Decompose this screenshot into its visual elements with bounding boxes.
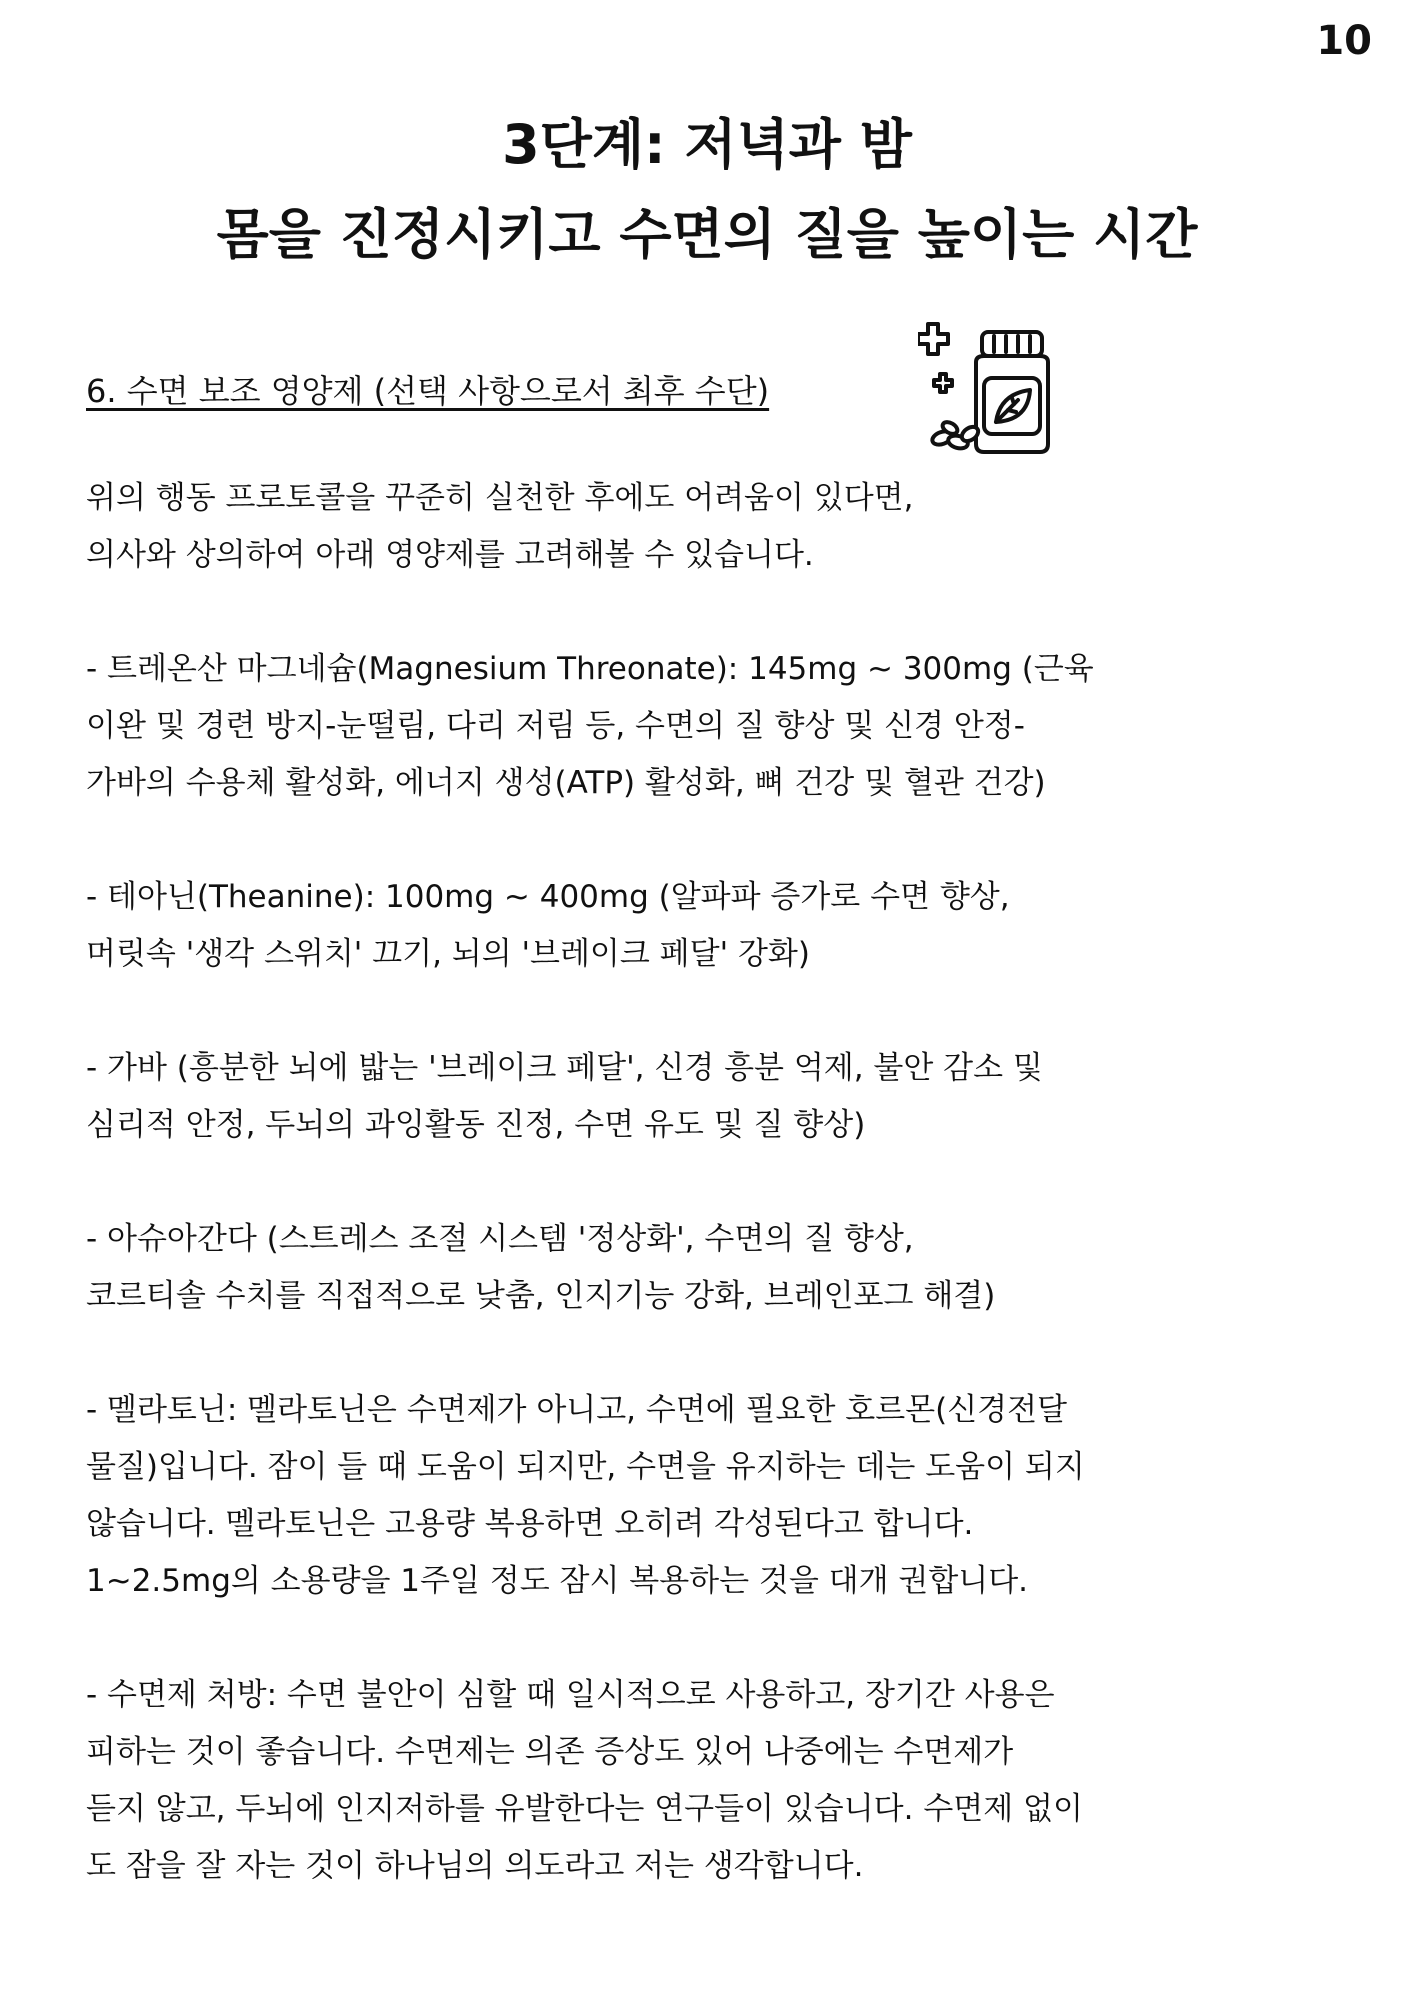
- paragraph-line: - 테아닌(Theanine): 100mg ~ 400mg (알파파 증가로 수면 향상,: [86, 879, 1010, 915]
- paragraph-line: 심리적 안정, 두뇌의 과잉활동 진정, 수면 유도 및 질 향상): [86, 1107, 866, 1143]
- supplement-bottle-icon: [918, 318, 1068, 458]
- title-line-2: 몸을 진정시키고 수면의 질을 높이는 시간: [216, 203, 1198, 266]
- title-line-1: 3단계: 저녁과 밤: [502, 113, 912, 176]
- paragraph-intro: [86, 470, 1356, 584]
- paragraph-line: 피하는 것이 좋습니다. 수면제는 의존 증상도 있어 나중에는 수면제가: [86, 1734, 1014, 1770]
- paragraph-line: 위의 행동 프로토콜을 꾸준히 실천한 후에도 어려움이 있다면,: [86, 480, 914, 516]
- paragraph-line: 않습니다. 멜라토닌은 고용량 복용하면 오히려 각성된다고 합니다.: [86, 1506, 974, 1542]
- page-number: 10: [1316, 18, 1372, 64]
- paragraph-line: - 수면제 처방: 수면 불안이 심할 때 일시적으로 사용하고, 장기간 사용은: [86, 1677, 1055, 1713]
- paragraph-line: 물질)입니다. 잠이 들 때 도움이 되지만, 수면을 유지하는 데는 도움이 되지: [86, 1449, 1085, 1485]
- paragraph-line: 이완 및 경련 방지-눈떨림, 다리 저림 등, 수면의 질 향상 및 신경 안정-: [86, 708, 1025, 744]
- list-item-gaba: [86, 1040, 1356, 1154]
- paragraph-line: 머릿속 '생각 스위치' 끄기, 뇌의 '브레이크 페달' 강화): [86, 936, 810, 972]
- list-item-theanine: [86, 869, 1356, 983]
- list-item-sleeping-pills: [86, 1667, 1356, 1895]
- list-item-magnesium: [86, 641, 1356, 812]
- paragraph-line: - 아슈아간다 (스트레스 조절 시스템 '정상화', 수면의 질 향상,: [86, 1221, 914, 1257]
- paragraph-line: 도 잠을 잘 자는 것이 하나님의 의도라고 저는 생각합니다.: [86, 1848, 864, 1884]
- list-item-melatonin: [86, 1382, 1356, 1610]
- list-item-ashwagandha: [86, 1211, 1356, 1325]
- paragraph-line: - 트레온산 마그네슘(Magnesium Threonate): 145mg ~ 300mg (근육: [86, 651, 1094, 687]
- paragraph-line: - 멜라토닌: 멜라토닌은 수면제가 아니고, 수면에 필요한 호르몬(신경전달: [86, 1392, 1067, 1428]
- paragraph-line: 가바의 수용체 활성화, 에너지 생성(ATP) 활성화, 뼈 건강 및 혈관 건강): [86, 765, 1046, 801]
- paragraph-line: - 가바 (흥분한 뇌에 밟는 '브레이크 페달', 신경 흥분 억제, 불안 감소 및: [86, 1050, 1043, 1086]
- page-title: [0, 100, 1414, 280]
- paragraph-line: 듣지 않고, 두뇌에 인지저하를 유발한다는 연구들이 있습니다. 수면제 없이: [86, 1791, 1083, 1827]
- section-heading: 6. 수면 보조 영양제 (선택 사항으로서 최후 수단): [86, 372, 770, 410]
- paragraph-line: 1~2.5mg의 소용량을 1주일 정도 잠시 복용하는 것을 대개 권합니다.: [86, 1563, 1029, 1599]
- paragraph-line: 의사와 상의하여 아래 영양제를 고려해볼 수 있습니다.: [86, 537, 814, 573]
- content-body: [86, 470, 1356, 1952]
- paragraph-line: 코르티솔 수치를 직접적으로 낮춤, 인지기능 강화, 브레인포그 해결): [86, 1278, 996, 1314]
